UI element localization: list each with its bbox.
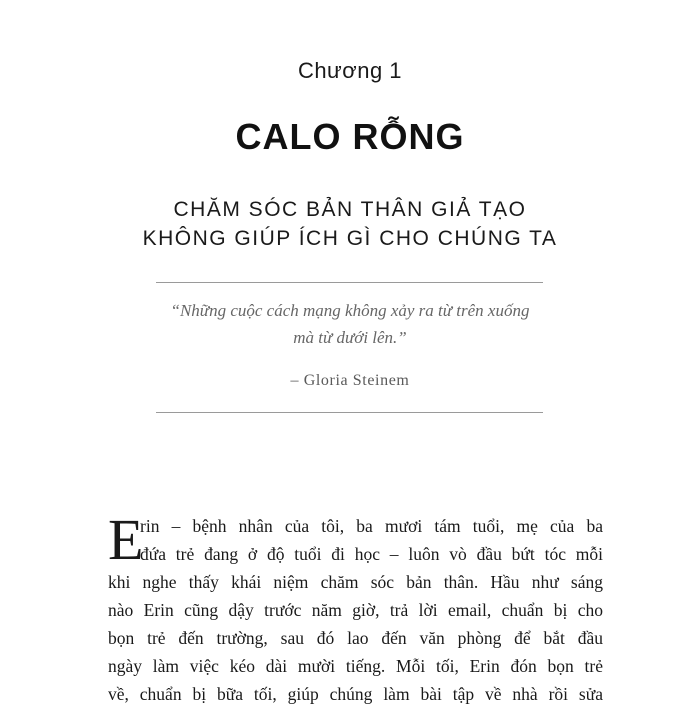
body-line: khi nghe thấy khái niệm chăm sóc bản thân. Hầu như sáng xyxy=(108,572,603,592)
chapter-label: Chương 1 xyxy=(297,58,403,83)
chapter-title: CALO RỖNG xyxy=(235,116,465,157)
body-line: đứa trẻ đang ở độ tuổi đi học – luôn vò đầu bứt tóc mỗi xyxy=(140,544,603,564)
body-line: về, chuẩn bị bữa tối, giúp chúng làm bài tập về nhà rồi sửa xyxy=(108,684,603,704)
epigraph-quote-line: “Những cuộc cách mạng không xảy ra từ trên xuống xyxy=(170,301,530,320)
epigraph-quote xyxy=(150,297,550,351)
divider-bottom xyxy=(156,412,543,413)
body-line: ngày làm việc kéo dài mười tiếng. Mỗi tối, Erin đón bọn trẻ xyxy=(108,656,603,676)
drop-cap: E xyxy=(108,507,144,572)
body-line: nào Erin cũng dậy trước năm giờ, trả lời email, chuẩn bị cho xyxy=(108,600,603,620)
epigraph-quote-line: mà từ dưới lên.” xyxy=(293,328,407,347)
body-line: rin – bệnh nhân của tôi, ba mươi tám tuổi, mẹ của ba xyxy=(140,516,603,536)
subtitle-line: KHÔNG GIÚP ÍCH GÌ CHO CHÚNG TA xyxy=(142,227,558,250)
body-line: bọn trẻ đến trường, sau đó lao đến văn phòng để bắt đầu xyxy=(108,628,603,648)
chapter-subtitle xyxy=(0,195,700,253)
subtitle-line: CHĂM SÓC BẢN THÂN GIẢ TẠO xyxy=(173,198,527,221)
body-paragraph xyxy=(108,507,603,708)
epigraph-author: – Gloria Steinem xyxy=(290,372,410,389)
divider-top xyxy=(156,282,543,283)
